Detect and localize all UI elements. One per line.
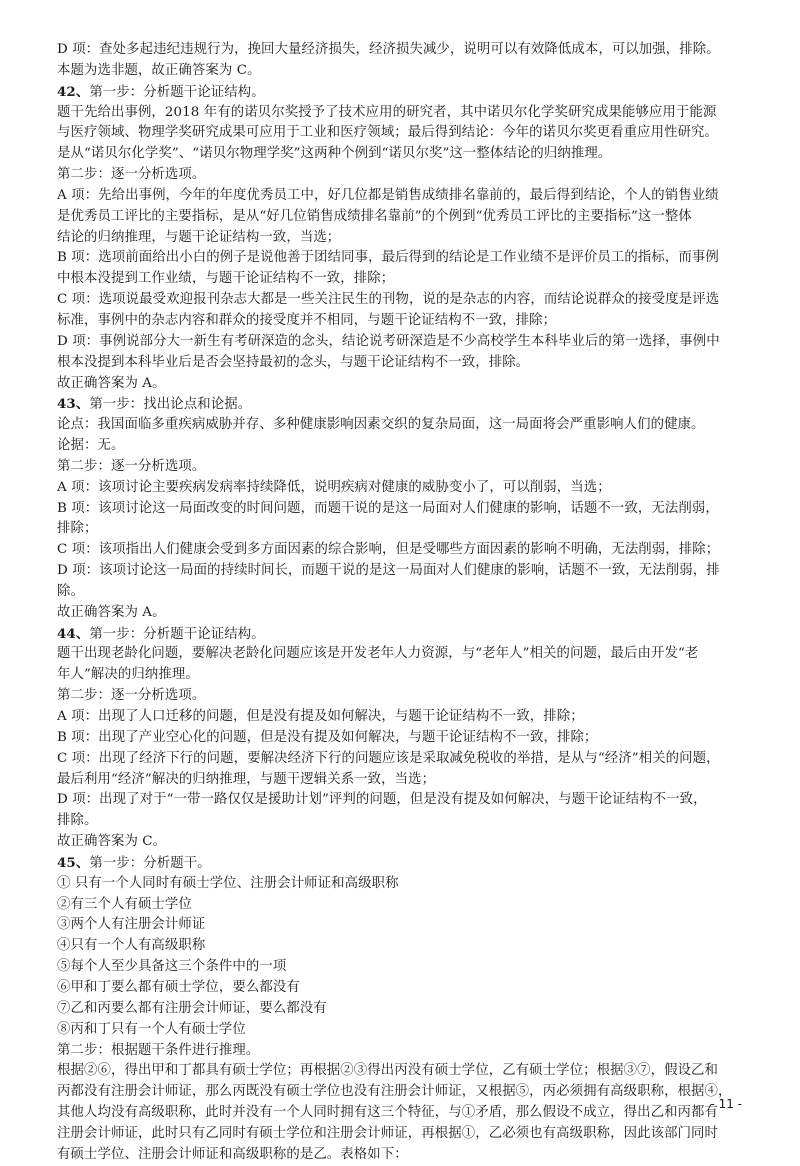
text-line xyxy=(57,144,747,165)
text-line xyxy=(57,644,747,665)
text-line xyxy=(57,374,747,395)
text-line xyxy=(57,478,747,499)
text-line xyxy=(57,895,747,916)
line-text: 丙都没有注册会计师证，那么丙既没有硕士学位也没有注册会计师证，又根据⑤，丙必须拥有高级职称，根据④， xyxy=(57,1084,732,1100)
text-line xyxy=(57,540,747,561)
line-text: 最后利用“经济”解决的归纳推理，与题干逻辑关系一致，当选； xyxy=(57,771,436,787)
text-line xyxy=(57,207,747,228)
text-line xyxy=(57,228,747,249)
line-text: D 项：出现了对于“一带一路仅仅是援助计划”评判的问题，但是没有提及如何解决，与题干论证结构不一致， xyxy=(57,792,707,808)
text-line xyxy=(57,1061,747,1082)
text-line xyxy=(57,749,747,770)
line-text: A 项：该项讨论主要疾病发病率持续降低，说明疾病对健康的威胁变小了，可以削弱，当选； xyxy=(57,479,611,495)
line-text: ⑧丙和丁只有一个人有硕士学位 xyxy=(57,1021,246,1037)
line-text: 论据：无。 xyxy=(57,438,125,454)
text-line xyxy=(57,1124,747,1145)
line-text: 题干出现老龄化问题，要解决老龄化问题应该是开发老年人力资源，与“老年人”相关的问题，最后由开发“老 xyxy=(57,646,699,662)
page-number: - 11 - xyxy=(710,1097,742,1111)
document-body xyxy=(57,40,747,1166)
question-number: 43、 xyxy=(57,396,90,413)
line-text: 题干先给出事例，2018 年有的诺贝尔奖授予了技术应用的研究者，其中诺贝尔化学奖研究成果能够应用于能源 xyxy=(57,104,717,120)
line-text: 年人”解决的归纳推理。 xyxy=(57,667,199,683)
text-line xyxy=(57,457,747,478)
text-line xyxy=(57,1145,747,1166)
text-line xyxy=(57,1041,747,1062)
text-line xyxy=(57,665,747,686)
line-text: 是优秀员工评比的主要指标，是从“好几位销售成绩排名靠前”的个例到“优秀员工评比的主要指标”这一整体 xyxy=(57,208,692,224)
line-text: 故正确答案为 C。 xyxy=(57,834,167,850)
text-line xyxy=(57,1082,747,1103)
text-line xyxy=(57,853,747,874)
text-line xyxy=(57,790,747,811)
line-text: 第一步：分析题干论证结构。 xyxy=(89,84,265,100)
text-line xyxy=(57,290,747,311)
text-line xyxy=(57,561,747,582)
line-text: ① 只有一个人同时有硕士学位、注册会计师证和高级职称 xyxy=(57,875,399,891)
text-line xyxy=(57,123,747,144)
text-line xyxy=(57,1020,747,1041)
line-text: C 项：选项说最受欢迎报刊杂志大都是一些关注民生的刊物，说的是杂志的内容，而结论说群众的接受度是评选 xyxy=(57,292,720,308)
question-number: 44、 xyxy=(57,625,90,642)
text-line xyxy=(57,519,747,540)
line-text: ⑦乙和丙要么都有注册会计师证，要么都没有 xyxy=(57,1000,327,1016)
line-text: ⑥甲和丁要么都有硕士学位，要么都没有 xyxy=(57,979,300,995)
line-text: 第二步：逐一分析选项。 xyxy=(57,167,206,183)
line-text: 根据②⑥，得出甲和丁都具有硕士学位；再根据②③得出丙没有硕士学位，乙有硕士学位；根据③⑦，假设乙和 xyxy=(57,1063,719,1079)
text-line xyxy=(57,957,747,978)
text-line xyxy=(57,770,747,791)
line-text: 第二步：逐一分析选项。 xyxy=(57,458,206,474)
line-text: 注册会计师证，此时只有乙同时有硕士学位和注册会计师证，再根据①，乙必须也有高级职称，因此该部门同时 xyxy=(57,1125,719,1141)
text-line xyxy=(57,186,747,207)
line-text: 排除。 xyxy=(57,813,98,829)
text-line xyxy=(57,61,747,82)
line-text: B 项：选项前面给出小白的例子是说他善于团结同事，最后得到的结论是工作业绩不是评价员工的指标，而事例 xyxy=(57,250,719,266)
text-line xyxy=(57,624,747,645)
text-line xyxy=(57,728,747,749)
line-text: 第一步：分析题干。 xyxy=(89,855,211,871)
line-text: A 项：先给出事例，今年的年度优秀员工中，好几位都是销售成绩排名靠前的，最后得到结论，个人的销售业绩 xyxy=(57,187,719,203)
line-text: D 项：该项讨论这一局面的持续时间长，而题干说的是这一局面对人们健康的影响，话题不一致，无法削弱，排 xyxy=(57,563,720,579)
line-text: 第二步：根据题干条件进行推理。 xyxy=(57,1042,260,1058)
text-line xyxy=(57,103,747,124)
line-text: 故正确答案为 A。 xyxy=(57,604,166,620)
line-text: 其他人均没有高级职称，此时并没有一个人同时拥有这三个特征，与①矛盾，那么假设不成立，得出乙和丙都有 xyxy=(57,1105,719,1121)
question-number: 45、 xyxy=(57,854,90,871)
text-line xyxy=(57,40,747,61)
line-text: 结论的归纳推理，与题干论证结构一致，当选； xyxy=(57,229,341,245)
text-line xyxy=(57,332,747,353)
line-text: 与医疗领域、物理学奖研究成果可应用于工业和医疗领域；最后得到结论：今年的诺贝尔奖更看重应用性研究。 xyxy=(57,125,719,141)
line-text: 标准，事例中的杂志内容和群众的接受度并不相同，与题干论证结构不一致，排除； xyxy=(57,312,557,328)
text-line xyxy=(57,248,747,269)
line-text: ②有三个人有硕士学位 xyxy=(57,896,192,912)
text-line xyxy=(57,582,747,603)
text-line xyxy=(57,165,747,186)
line-text: 除。 xyxy=(57,583,84,599)
text-line xyxy=(57,999,747,1020)
line-text: 第二步：逐一分析选项。 xyxy=(57,688,206,704)
text-line xyxy=(57,936,747,957)
line-text: C 项：出现了经济下行的问题，要解决经济下行的问题应该是采取减免税收的举措，是从与“经济”相关的问题， xyxy=(57,750,720,766)
text-line xyxy=(57,707,747,728)
text-line xyxy=(57,832,747,853)
text-line xyxy=(57,269,747,290)
text-line xyxy=(57,686,747,707)
line-text: A 项：出现了人口迁移的问题，但是没有提及如何解决，与题干论证结构不一致，排除； xyxy=(57,709,584,724)
question-number: 42、 xyxy=(57,83,90,100)
line-text: C 项：该项指出人们健康会受到多方面因素的综合影响，但是受哪些方面因素的影响不明确，无法削弱，排除； xyxy=(57,542,720,558)
line-text: 论点：我国面临多重疾病威胁并存、多种健康影响因素交织的复杂局面，这一局面将会严重影响人们的健康。 xyxy=(57,417,705,433)
line-text: ③两个人有注册会计师证 xyxy=(57,917,206,933)
text-line xyxy=(57,353,747,374)
text-line xyxy=(57,978,747,999)
line-text: 本题为选非题，故正确答案为 C。 xyxy=(57,62,261,78)
line-text: 故正确答案为 A。 xyxy=(57,375,166,391)
line-text: 第一步：找出论点和论据。 xyxy=(89,397,252,413)
line-text: ⑤每个人至少具备这三个条件中的一项 xyxy=(57,959,287,975)
text-line xyxy=(57,82,747,103)
line-text: 有硕士学位、注册会计师证和高级职称的是乙。表格如下： xyxy=(57,1146,408,1162)
text-line xyxy=(57,915,747,936)
text-line xyxy=(57,1103,747,1124)
line-text: B 项：该项讨论这一局面改变的时间问题，而题干说的是这一局面对人们健康的影响，话题不一致，无法削弱， xyxy=(57,500,719,516)
text-line xyxy=(57,603,747,624)
text-line xyxy=(57,874,747,895)
line-text: 排除； xyxy=(57,521,98,537)
text-line xyxy=(57,415,747,436)
line-text: 第一步：分析题干论证结构。 xyxy=(89,626,265,642)
text-line xyxy=(57,436,747,457)
line-text: D 项：事例说部分大一新生有考研深造的念头，结论说考研深造是不少高校学生本科毕业后的第一选择，事例中 xyxy=(57,333,720,349)
line-text: 中根本没提到工作业绩，与题干论证结构不一致，排除； xyxy=(57,271,395,287)
line-text: B 项：出现了产业空心化的问题，但是没有提及如何解决，与题干论证结构不一致，排除； xyxy=(57,729,598,745)
text-line xyxy=(57,311,747,332)
line-text: ④只有一个人有高级职称 xyxy=(57,938,206,954)
line-text: D 项：查处多起违纪违规行为，挽回大量经济损失，经济损失减少，说明可以有效降低成本，可以加强，排除。 xyxy=(57,42,720,57)
text-line xyxy=(57,394,747,415)
line-text: 根本没提到本科毕业后是否会坚持最初的念头，与题干论证结构不一致，排除。 xyxy=(57,354,530,370)
text-line xyxy=(57,499,747,520)
line-text: 是从“诺贝尔化学奖”、“诺贝尔物理学奖”这两种个例到“诺贝尔奖”这一整体结论的归纳推理。 xyxy=(57,146,612,162)
text-line xyxy=(57,811,747,832)
